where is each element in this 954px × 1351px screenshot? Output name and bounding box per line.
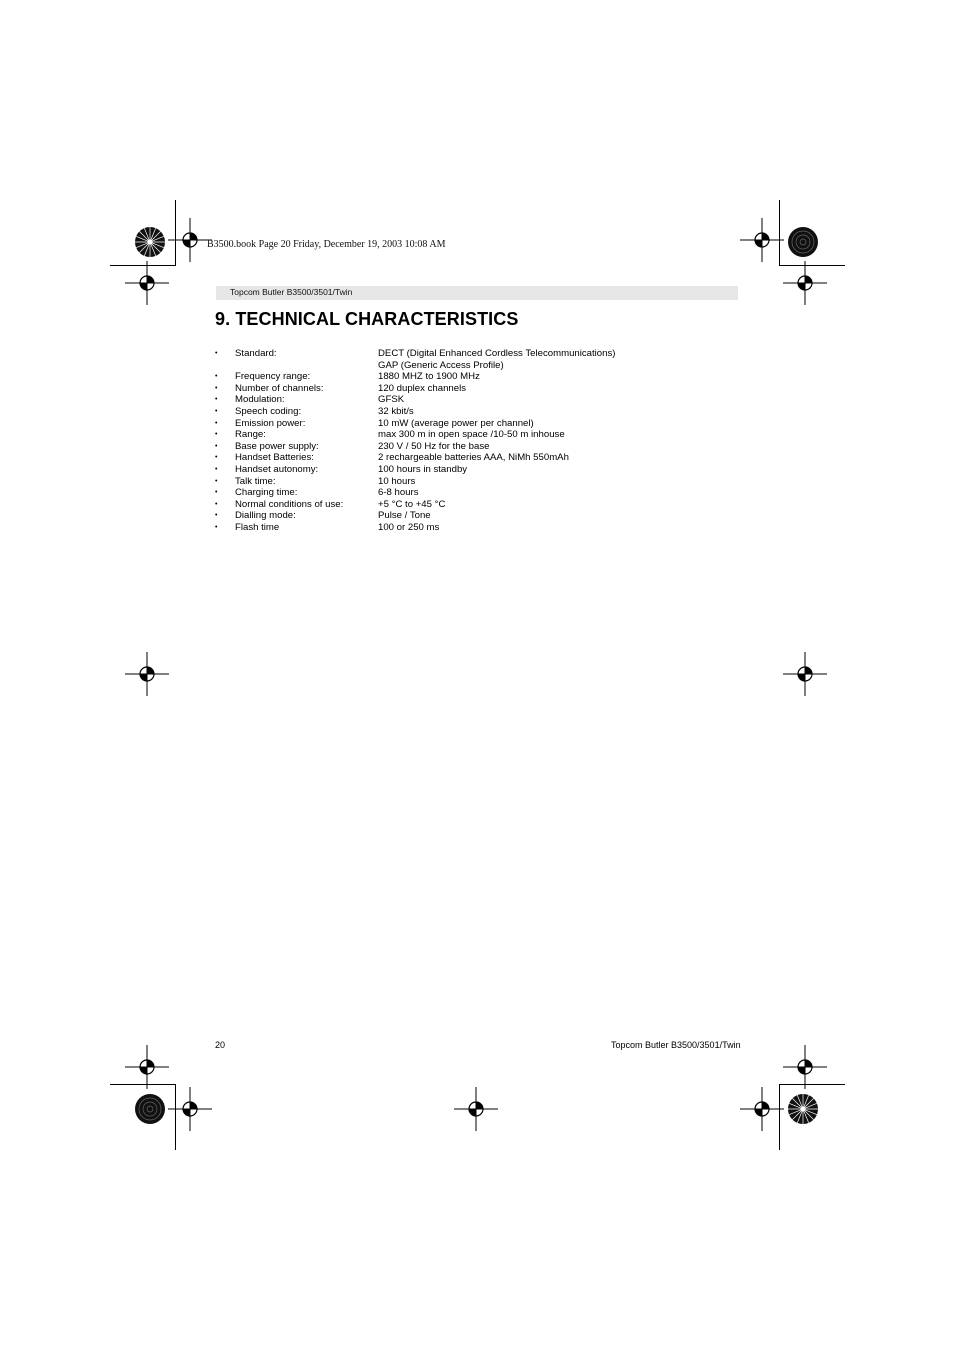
spec-row	[215, 348, 735, 360]
bullet-icon: •	[215, 512, 218, 520]
spec-row	[215, 487, 735, 499]
spec-value: DECT (Digital Enhanced Cordless Telecommunications)	[378, 348, 616, 359]
starburst-mark-icon	[134, 226, 166, 258]
bullet-icon: •	[215, 350, 218, 357]
spec-label: Flash time	[235, 521, 280, 533]
spec-row	[215, 383, 735, 395]
spec-label: Frequency range:	[235, 371, 311, 383]
print-slug: B3500.book Page 20 Friday, December 19, 2003 10:08 AM	[207, 239, 446, 250]
spec-row	[215, 394, 735, 406]
spec-label: Talk time:	[235, 475, 276, 487]
registration-mark-icon	[168, 1087, 212, 1131]
page-number: 20	[215, 1040, 226, 1050]
starburst-mark-icon	[787, 1093, 819, 1125]
spec-value: 10 mW (average power per channel)	[378, 417, 534, 429]
spec-value: max 300 m in open space /10-50 m inhouse	[378, 429, 565, 441]
spec-value: 1880 MHZ to 1900 MHz	[378, 371, 480, 383]
spec-row	[215, 406, 735, 418]
spec-value: 6-8 hours	[378, 487, 419, 499]
spec-row	[215, 360, 735, 372]
spec-label	[235, 360, 378, 372]
starburst-mark-icon	[134, 1093, 166, 1125]
spec-row	[215, 522, 735, 534]
spec-label: Emission power:	[235, 417, 306, 429]
spec-label: Base power supply:	[235, 440, 319, 452]
registration-mark-icon	[454, 1087, 498, 1131]
spec-row	[215, 441, 735, 453]
spec-label: Speech coding:	[235, 405, 302, 417]
registration-mark-icon	[740, 218, 784, 262]
bullet-icon: •	[215, 373, 218, 381]
registration-mark-icon	[783, 261, 827, 305]
registration-mark-icon	[125, 652, 169, 696]
bullet-icon: •	[215, 384, 218, 392]
spec-value: GAP (Generic Access Profile)	[378, 359, 504, 371]
registration-mark-icon	[125, 261, 169, 305]
spec-label: Range:	[235, 429, 266, 441]
bullet-icon: •	[215, 489, 218, 497]
bullet-icon: •	[215, 442, 218, 450]
section-title: 9. TECHNICAL CHARACTERISTICS	[215, 309, 519, 329]
starburst-mark-icon	[787, 226, 819, 258]
spec-label: Charging time:	[235, 487, 298, 499]
spec-value: 100 or 250 ms	[378, 521, 440, 533]
spec-label: Handset Batteries:	[235, 452, 314, 464]
spec-value: 230 V / 50 Hz for the base	[378, 440, 490, 452]
spec-value: +5 °C to +45 °C	[378, 498, 446, 510]
registration-mark-icon	[783, 1045, 827, 1089]
spec-label: Modulation:	[235, 394, 285, 406]
spec-label: Handset autonomy:	[235, 463, 319, 475]
spec-row	[215, 476, 735, 488]
spec-row	[215, 429, 735, 441]
spec-value: 10 hours	[378, 475, 416, 487]
bullet-icon: •	[215, 477, 218, 485]
bullet-icon: •	[215, 407, 218, 415]
spec-row	[215, 510, 735, 522]
spec-label: Dialling mode:	[235, 510, 296, 522]
bullet-icon: •	[215, 500, 218, 508]
footer-title: Topcom Butler B3500/3501/Twin	[611, 1040, 741, 1050]
spec-label: Normal conditions of use:	[235, 498, 344, 510]
running-header-title: Topcom Butler B3500/3501/Twin	[230, 287, 353, 297]
spec-row	[215, 452, 735, 464]
bullet-icon: •	[215, 465, 218, 473]
registration-mark-icon	[168, 218, 212, 262]
registration-mark-icon	[740, 1087, 784, 1131]
spec-value: 32 kbit/s	[378, 405, 414, 417]
spec-value: Pulse / Tone	[378, 510, 431, 522]
bullet-icon	[215, 360, 235, 372]
bullet-icon: •	[215, 454, 218, 462]
bullet-icon: •	[215, 396, 218, 404]
spec-row	[215, 418, 735, 430]
registration-mark-icon	[125, 1045, 169, 1089]
spec-value: 2 rechargeable batteries AAA, NiMh 550mAh	[378, 452, 569, 464]
spec-label: Number of channels:	[235, 382, 324, 394]
bullet-icon: •	[215, 431, 218, 439]
bullet-icon: •	[215, 419, 218, 427]
spec-row	[215, 371, 735, 383]
spec-list	[215, 348, 735, 534]
bullet-icon: •	[215, 523, 218, 531]
spec-row	[215, 464, 735, 476]
registration-mark-icon	[783, 652, 827, 696]
spec-row	[215, 499, 735, 511]
spec-value: GFSK	[378, 394, 405, 406]
spec-value: 100 hours in standby	[378, 463, 468, 475]
spec-label: Standard:	[235, 348, 277, 359]
spec-value: 120 duplex channels	[378, 382, 467, 394]
